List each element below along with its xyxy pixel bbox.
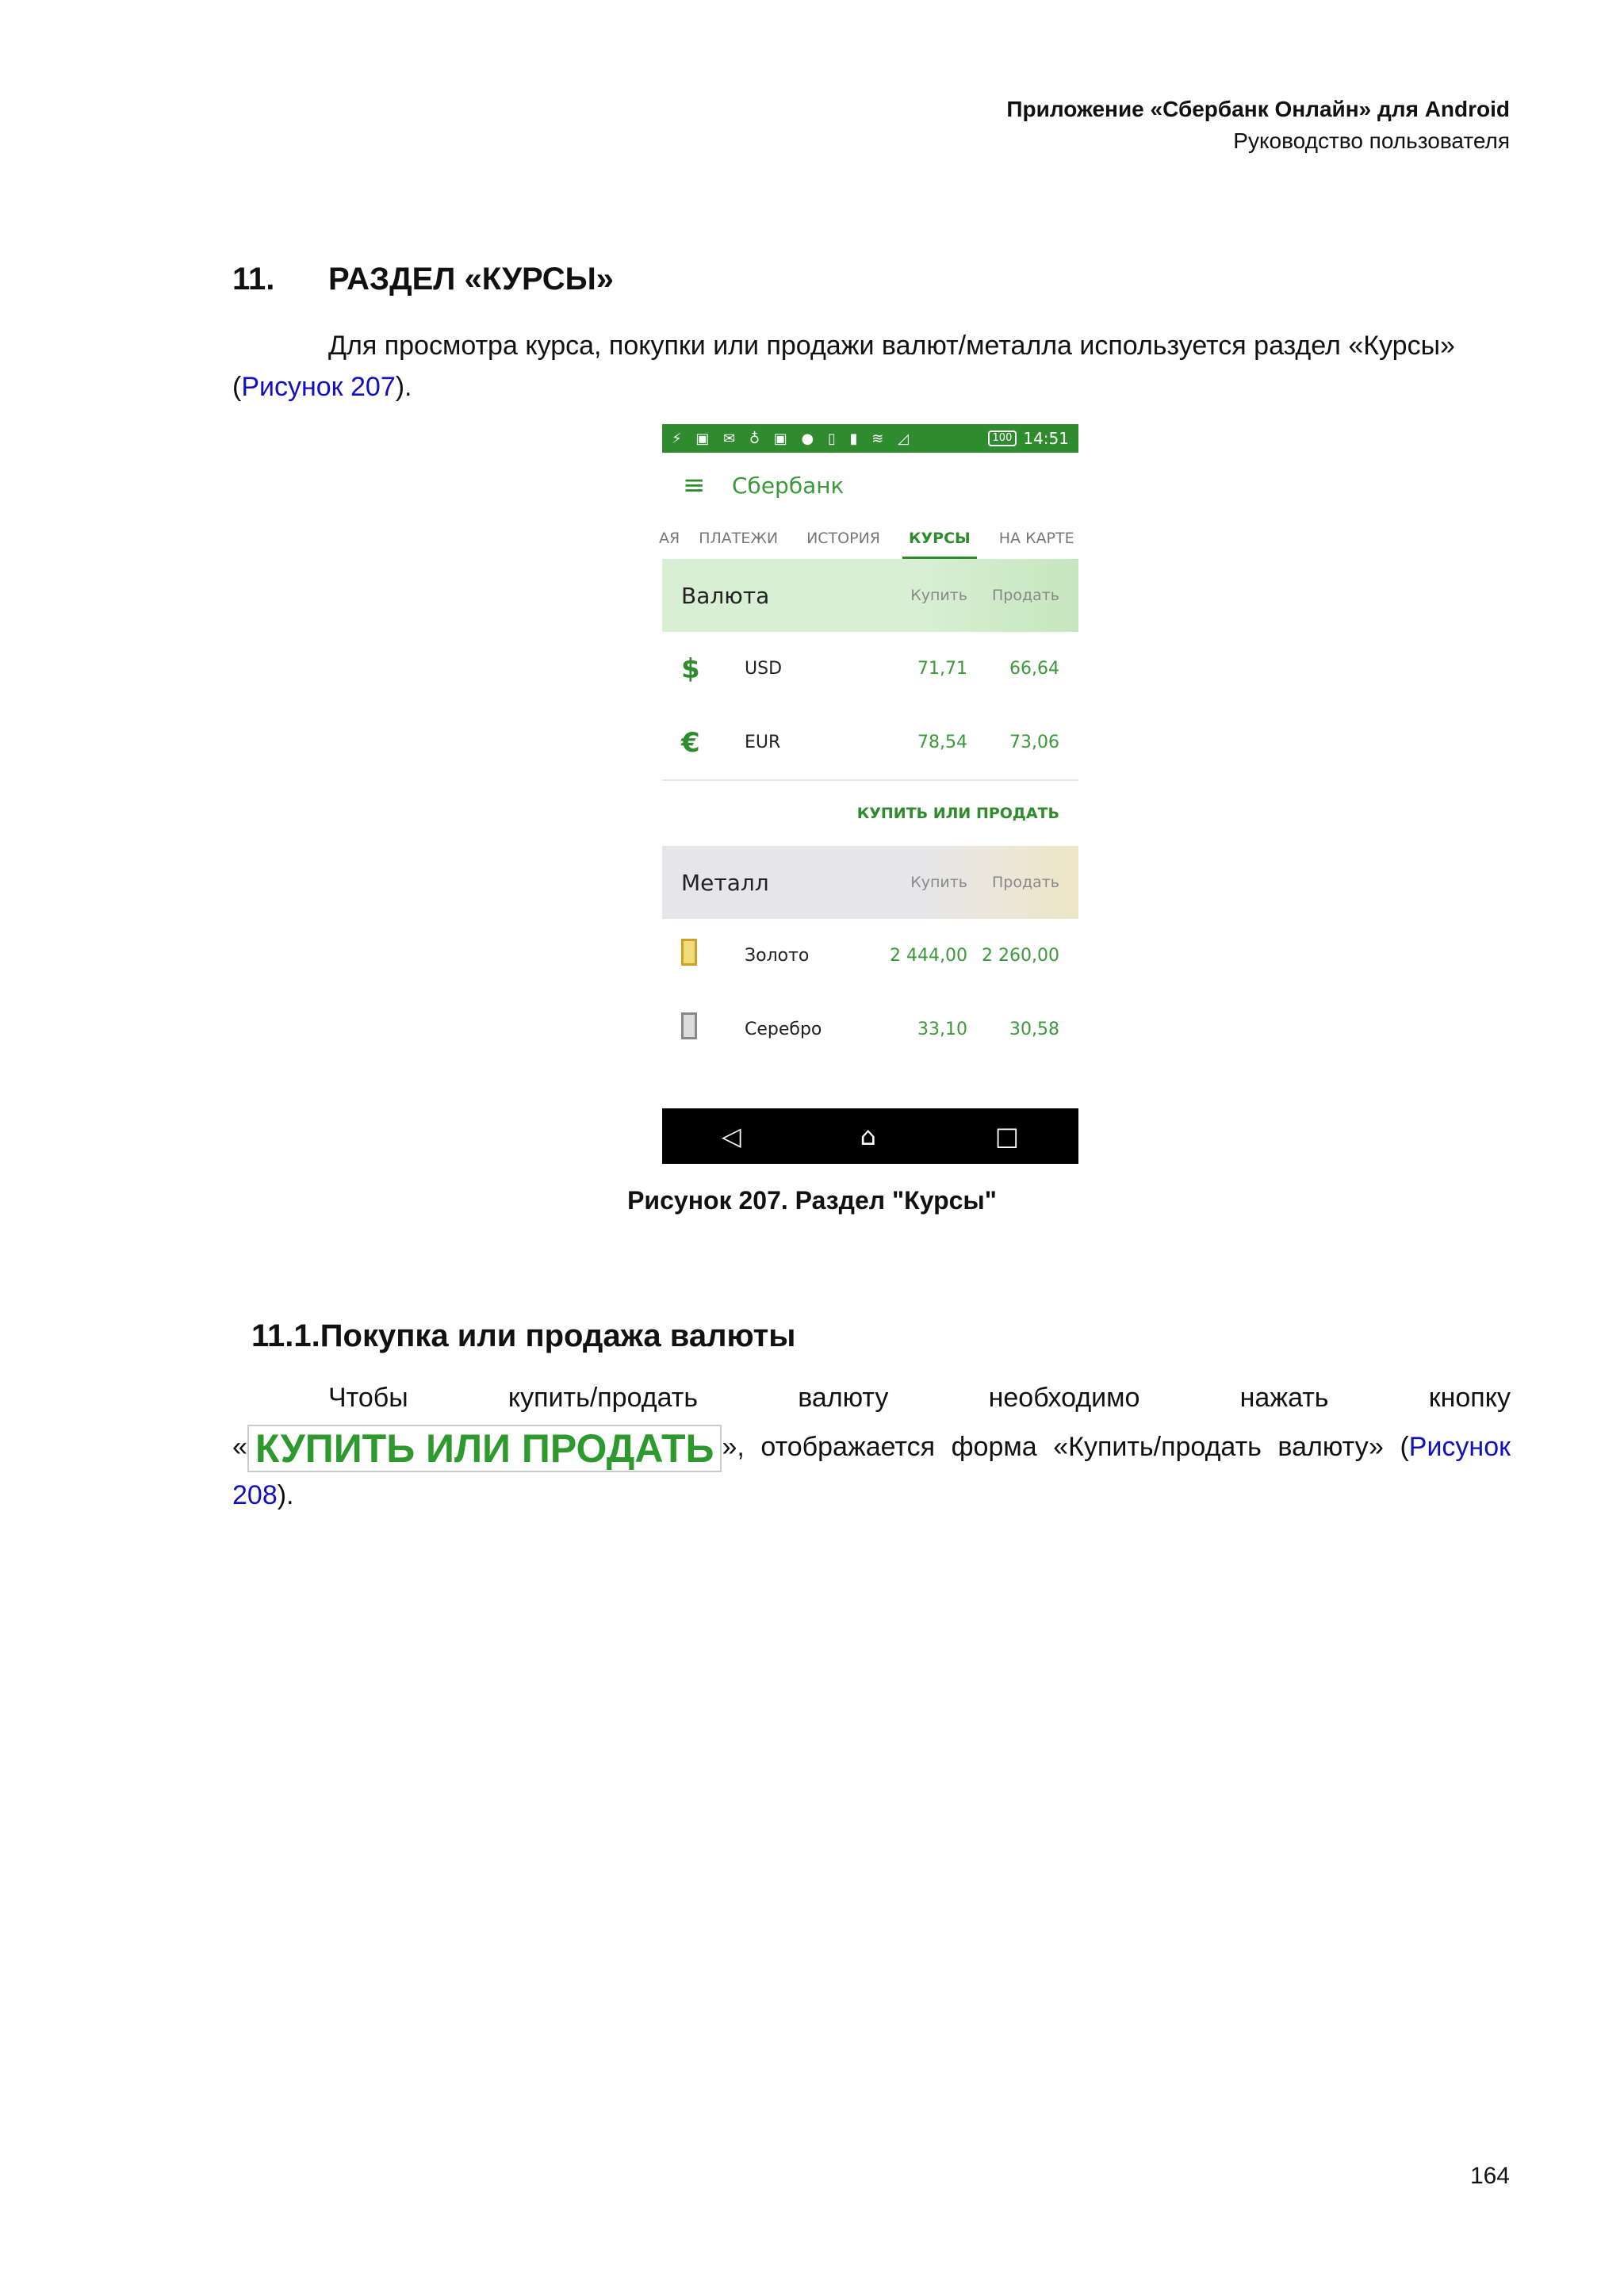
subsection-paragraph-line3: 208).	[232, 1480, 294, 1510]
figure-208-link-number[interactable]: 208	[232, 1480, 278, 1510]
page-number: 164	[1469, 2163, 1510, 2189]
metal-row-silver[interactable]	[662, 993, 1078, 1066]
metal-sell-header: Продать	[991, 874, 1059, 891]
metal-sell-value: 2 260,00	[982, 946, 1059, 966]
silver-bar-icon	[681, 1012, 745, 1047]
subsection-heading: 11.1.Покупка или продажа валюты	[251, 1318, 796, 1353]
menu-icon[interactable]: ≡	[683, 469, 706, 501]
subsection-paragraph-line2: « КУПИТЬ ИЛИ ПРОДАТЬ », отображается форма «Купить/продать валюту» (Рисунок	[232, 1426, 1511, 1471]
metal-name: Серебро	[745, 1020, 822, 1039]
buy-or-sell-button[interactable]: КУПИТЬ ИЛИ ПРОДАТЬ	[856, 805, 1059, 822]
gold-bar-icon	[681, 939, 745, 973]
metal-buy-value: 33,10	[917, 1020, 967, 1039]
currency-row-usd[interactable]	[662, 632, 1078, 706]
figure-208-link[interactable]: Рисунок	[1408, 1432, 1511, 1462]
tab-partial[interactable]: АЯ	[659, 530, 680, 547]
buy-or-sell-inline-button: КУПИТЬ ИЛИ ПРОДАТЬ	[247, 1425, 722, 1472]
currency-sell-value: 73,06	[1009, 733, 1059, 752]
recent-apps-icon[interactable]: □	[994, 1121, 1019, 1151]
currency-row-eur[interactable]	[662, 706, 1078, 779]
tab-rates[interactable]: КУРСЫ	[909, 530, 971, 547]
section-number: 11.	[232, 262, 275, 297]
app-bar	[662, 453, 1078, 518]
doc-header-title: Приложение «Сбербанк Онлайн» для Android	[1006, 97, 1510, 121]
back-icon[interactable]: ◁	[721, 1121, 741, 1151]
currency-header	[662, 559, 1078, 632]
section-title: РАЗДЕЛ «КУРСЫ»	[328, 262, 614, 297]
battery-icon: 100	[988, 430, 1017, 446]
euro-icon: €	[681, 726, 700, 759]
status-time: 14:51	[1023, 429, 1069, 448]
home-icon[interactable]: ⌂	[860, 1121, 876, 1151]
metal-row-gold[interactable]	[662, 919, 1078, 993]
metal-buy-value: 2 444,00	[890, 946, 967, 966]
section-paragraph: Для просмотра курса, покупки или продажи валют/металла используется раздел «Курсы» (Рисунок 207).	[232, 331, 1455, 402]
metal-buy-header: Купить	[910, 874, 967, 891]
app-title: Сбербанк	[732, 472, 845, 499]
tab-history[interactable]: ИСТОРИЯ	[806, 530, 880, 547]
subsection-paragraph-line1: Чтобы купить/продать валюту необходимо нажать кнопку	[328, 1383, 1511, 1413]
tab-payments[interactable]: ПЛАТЕЖИ	[699, 530, 779, 547]
tab-on-card[interactable]: НА КАРТЕ	[998, 530, 1074, 547]
figure-207-link[interactable]: Рисунок 207	[241, 372, 396, 402]
doc-header-subtitle: Руководство пользователя	[1233, 128, 1510, 153]
metal-header	[662, 846, 1078, 919]
status-bar	[662, 424, 1078, 453]
currency-buy-value: 71,71	[917, 659, 967, 679]
currency-sell-header: Продать	[991, 587, 1059, 604]
android-navbar	[662, 1108, 1078, 1164]
currency-name: USD	[745, 659, 783, 679]
metal-name: Золото	[745, 946, 810, 966]
dollar-icon: $	[681, 652, 700, 685]
section-heading	[232, 262, 614, 297]
phone-screenshot	[659, 424, 1078, 1164]
figure-caption: Рисунок 207. Раздел "Курсы"	[627, 1186, 997, 1215]
status-icons: ⚡ ▣ ✉ ♁ ▣ ● ▯ ▮ ≋ ◿	[672, 430, 914, 447]
currency-title: Валюта	[681, 582, 770, 609]
tab-bar	[659, 518, 1078, 559]
metal-title: Металл	[681, 869, 769, 896]
currency-sell-value: 66,64	[1009, 659, 1059, 679]
metal-sell-value: 30,58	[1009, 1020, 1059, 1039]
currency-buy-header: Купить	[910, 587, 967, 604]
currency-buy-value: 78,54	[917, 733, 967, 752]
currency-name: EUR	[745, 733, 781, 752]
